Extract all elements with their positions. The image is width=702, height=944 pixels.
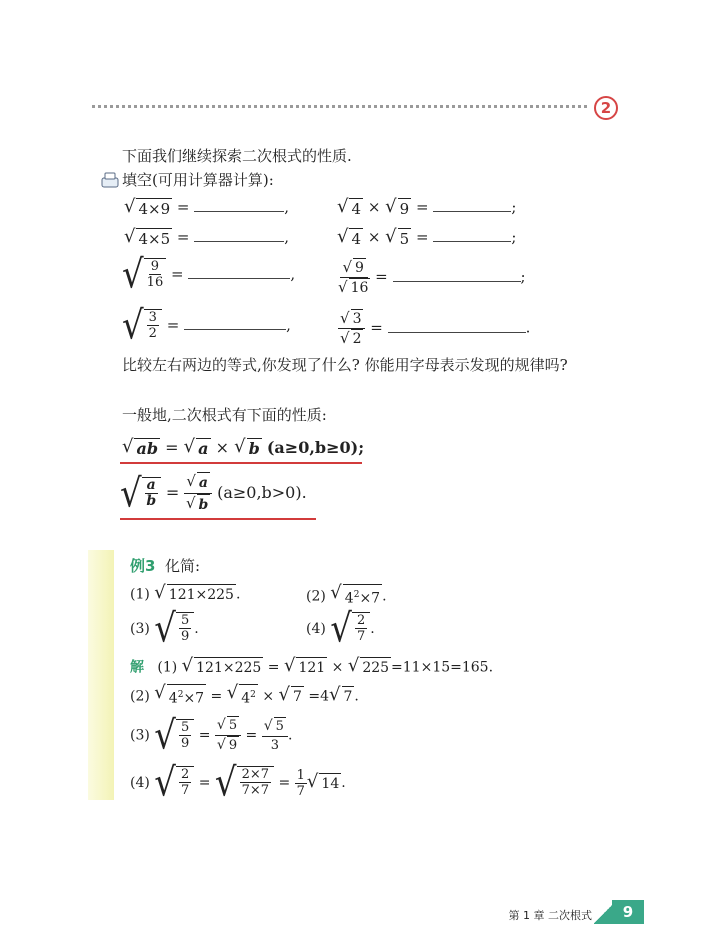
exercise-row-1-left: √ 4×9 = , <box>124 195 290 218</box>
dotted-rule <box>92 105 587 108</box>
solution-2: (2) √ $4^2\times 7$ = √ $4^2$ × √ 7 =4 √ 7 . <box>130 682 359 707</box>
property-formula-1: √ ab = √ a × √ b (a≥0,b≥0); <box>122 436 365 458</box>
answer-blank[interactable] <box>184 315 286 330</box>
page-tab-corner <box>594 904 612 924</box>
exercise-row-4-right: √ 3 √ 2 = . <box>340 309 531 347</box>
property-lead: 一般地,二次根式有下面的性质: <box>122 406 327 424</box>
page-number: 9 <box>612 900 644 924</box>
example-heading: 例3 化简: <box>130 557 201 575</box>
intro-line: 下面我们继续探索二次根式的性质. <box>122 147 352 165</box>
problem-3: (3) √ $\frac{5}{9}$ . <box>130 606 199 652</box>
problem-4: (4) √ $\frac{2}{7}$ . <box>306 606 375 652</box>
answer-blank[interactable] <box>433 227 511 242</box>
exercise-row-3-right: √ 9 √ 16 = ; <box>338 258 526 296</box>
sqrt: √ 4×9 <box>124 195 171 218</box>
section-number-badge: 2 <box>594 96 618 120</box>
exercise-row-1-right: √ 4 × √ 9 = ; <box>337 195 517 218</box>
underline-red <box>120 462 362 464</box>
exercise-row-4-left: √ $\frac{3}{2}$ = , <box>122 303 291 349</box>
answer-blank[interactable] <box>188 264 290 279</box>
solution-4: (4) √ $\frac{2}{7}$ = √ $\frac{2\times 7}{7\times 7}$ = $\frac{1}{7}$ √ 14 . <box>130 760 346 806</box>
calculator-icon <box>100 172 120 188</box>
solution-1: 解 (1) √ 121×225 = √ 121 × √ 225 =11×15=165. <box>130 655 494 676</box>
fill-in-instruction: 填空(可用计算器计算): <box>122 171 274 189</box>
underline-red <box>120 518 316 520</box>
discovery-question: 比较左右两边的等式,你发现了什么? 你能用字母表示发现的规律吗? <box>122 356 568 374</box>
property-formula-2: √ $\frac{a}{b}$ = √ a √ b (a≥0,b>0). <box>120 470 307 517</box>
answer-blank[interactable] <box>194 197 284 212</box>
problem-2: (2) √ $4^2\times 7$ . <box>306 582 387 607</box>
answer-blank[interactable] <box>433 197 511 212</box>
solution-3: (3) √ $\frac{5}{9}$ = √ 5 √ 9 = √ 5 3 . <box>130 712 293 759</box>
exercise-row-2-right: √ 4 × √ 5 = ; <box>337 225 517 248</box>
exercise-row-2-left: √ 4×5 = , <box>124 225 290 248</box>
answer-blank[interactable] <box>393 267 521 282</box>
problem-1: (1) √ 121×225 . <box>130 582 241 603</box>
chapter-label: 第 1 章 二次根式 <box>508 909 592 922</box>
answer-blank[interactable] <box>388 318 526 333</box>
answer-blank[interactable] <box>194 227 284 242</box>
exercise-row-3-left: √ $\frac{9}{16}$ = , <box>122 252 296 298</box>
example-sidebar-band <box>88 550 114 800</box>
